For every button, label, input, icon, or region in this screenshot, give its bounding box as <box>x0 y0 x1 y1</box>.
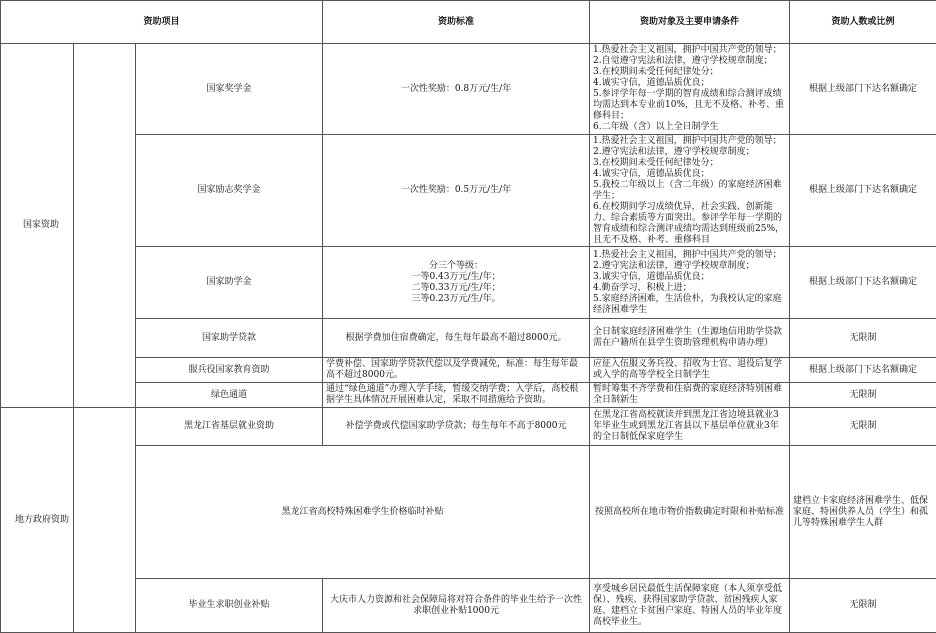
group-national: 国家资助 <box>1 44 74 408</box>
item-ratio: 根据上级部门下达名额确定 <box>790 44 936 135</box>
item-standard <box>323 247 590 319</box>
item-conditions: 1.热爱社会主义祖国，拥护中国共产党的领导； 2.自觉遵守宪法和法律，遵守学校规章制度； 3.在校期间未受任何纪律处分； 4.诚实守信，道德品质优良； 5.参评学年每一学期的智育成绩和综合测评成绩均需达到本专业前10%，且无不及格、补考、重修科目； 6.二年级（含）以上全日制学生 <box>590 44 790 135</box>
table-row <box>1 44 936 135</box>
item-standard: 一次性奖励：0.5万元/生/年 <box>323 135 590 247</box>
item-name: 毕业生求职创业补贴 <box>136 579 323 633</box>
item-name: 黑龙江省基层就业资助 <box>136 408 323 446</box>
item-ratio: 无限制 <box>790 383 936 408</box>
standard-line: 二等0.33万元/生/年； <box>326 283 586 294</box>
table-row <box>1 135 936 247</box>
table-row <box>1 358 936 383</box>
item-conditions: 建档立卡家庭经济困难学生、低保家庭、特困供养人员（学生）和孤儿等特殊困难学生人群 <box>790 446 936 579</box>
item-name: 绿色通道 <box>136 383 323 408</box>
item-standard: 补偿学费或代偿国家助学贷款；每生每年不高于8000元 <box>323 408 590 446</box>
item-standard: 大庆市人力资源和社会保障局将对符合条件的毕业生给予一次性求职创业补贴1000元 <box>323 579 590 633</box>
header-conditions: 资助对象及主要申请条件 <box>590 1 790 44</box>
standard-line: 三等0.23万元/生/年。 <box>326 294 586 305</box>
item-ratio: 无限制 <box>790 579 936 633</box>
table-row <box>1 579 936 633</box>
header-standard: 资助标准 <box>323 1 590 44</box>
item-conditions: 在黑龙江省高校就读并到黑龙江省边境县就业3年毕业生或到黑龙江省县以下基层单位就业3年的全日制低保家庭学生 <box>590 408 790 446</box>
item-conditions: 1.热爱社会主义祖国，拥护中国共产党的领导； 2.遵守宪法和法律，遵守学校规章制度； 3.诚实守信，道德品质优良； 4.勤奋学习，积极上进； 5.家庭经济困难，生活俭朴，为我校认定的家庭经济困难学生 <box>590 247 790 319</box>
item-standard: 根据学费加住宿费确定，每生每年最高不超过8000元。 <box>323 319 590 358</box>
item-name: 国家奖学金 <box>136 44 323 135</box>
group-spacer <box>74 408 136 633</box>
item-name: 国家助学金 <box>136 247 323 319</box>
item-standard: 学费补偿、国家助学贷款代偿以及学费减免，标准：每生每年最高不超过8000元。 <box>323 358 590 383</box>
item-conditions: 应征入伍服义务兵役、招收为士官、退役后复学或入学的高等学校全日制学生 <box>590 358 790 383</box>
table-row <box>1 446 936 579</box>
item-standard: 通过“绿色通道”办理入学手续，暂缓交纳学费；入学后，高校根据学生具体情况开展困难认定，采取不同措施给予资助。 <box>323 383 590 408</box>
table-row <box>1 319 936 358</box>
item-standard: 一次性奖励：0.8万元/生/年 <box>323 44 590 135</box>
item-standard: 按照高校所在地市物价指数确定时限和补贴标准 <box>590 446 790 579</box>
item-name: 服兵役国家教育资助 <box>136 358 323 383</box>
header-item: 资助项目 <box>1 1 323 44</box>
header-ratio: 资助人数或比例 <box>790 1 936 44</box>
item-name: 黑龙江省高校特殊困难学生价格临时补贴 <box>136 446 590 579</box>
item-ratio: 根据上级部门下达名额确定 <box>790 135 936 247</box>
item-ratio: 根据上级部门下达名额确定 <box>790 247 936 319</box>
item-ratio: 无限制 <box>790 319 936 358</box>
item-conditions: 暂时筹集不齐学费和住宿费的家庭经济特别困难全日制新生 <box>590 383 790 408</box>
table-row <box>1 408 936 446</box>
item-conditions: 享受城乡居民最低生活保障家庭（本人须享受低保）、残疾、获得国家助学贷款、贫困残疾人家庭、建档立卡贫困户家庭、特困人员的毕业年度高校毕业生。 <box>590 579 790 633</box>
standard-line: 分三个等级： <box>326 261 586 272</box>
group-local: 地方政府资助 <box>1 408 74 633</box>
table-row <box>1 247 936 319</box>
table-row <box>1 383 936 408</box>
item-name: 国家助学贷款 <box>136 319 323 358</box>
item-conditions: 全日制家庭经济困难学生（生源地信用助学贷款需在户籍所在县学生资助管理机构申请办理） <box>590 319 790 358</box>
item-ratio: 无限制 <box>790 408 936 446</box>
item-ratio: 根据上级部门下达名额确定 <box>790 358 936 383</box>
item-name: 国家励志奖学金 <box>136 135 323 247</box>
group-spacer <box>74 44 136 408</box>
standard-line: 一等0.43万元/生/年； <box>326 272 586 283</box>
item-conditions: 1.热爱社会主义祖国，拥护中国共产党的领导； 2.遵守宪法和法律，遵守学校规章制度； 3.在校期间未受任何纪律处分； 4.诚实守信，道德品质优良； 5.我校二年级以上（含二年级）的家庭经济困难学生； 6.在校期间学习成绩优异，社会实践、创新能力、综合素质等方面突出。参评学年每一学期的智育成绩和综合测评成绩均需达到班级前25%，且无不及格、补考、重修科目 <box>590 135 790 247</box>
header-row <box>1 1 936 44</box>
